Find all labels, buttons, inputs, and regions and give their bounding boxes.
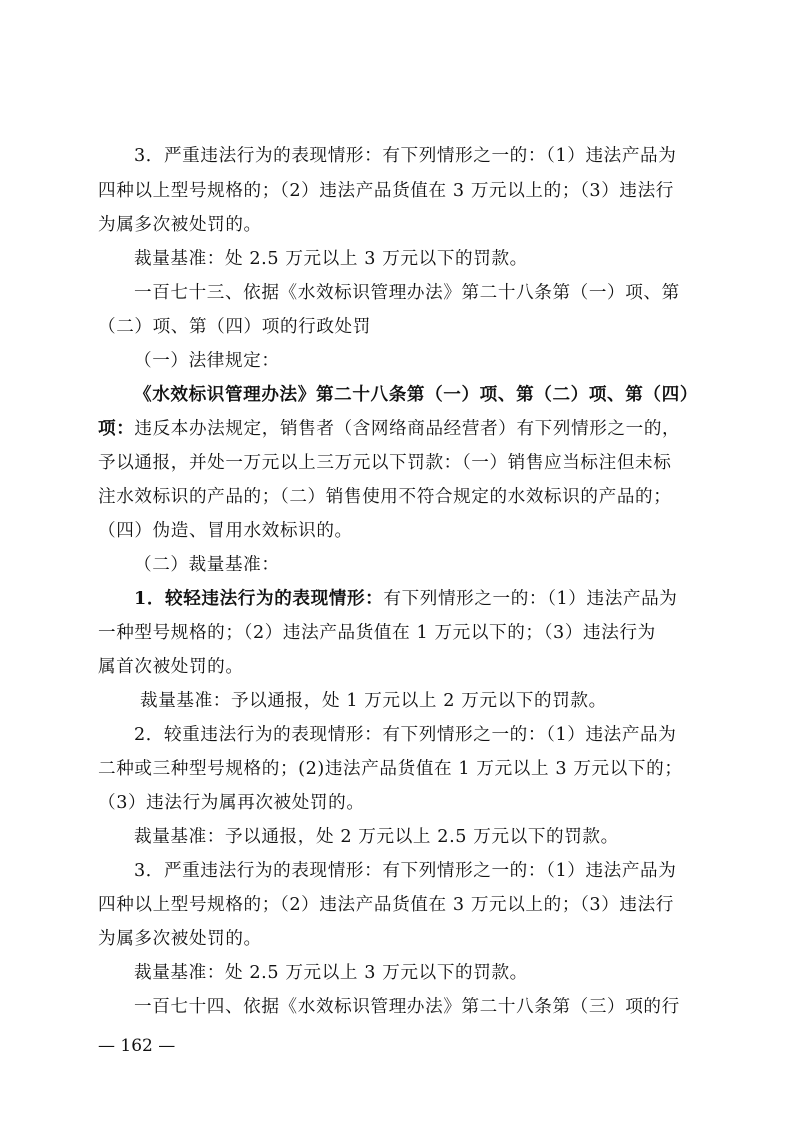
- paragraph-line: 二种或三种型号规格的；(2)违法产品货值在 1 万元以上 3 万元以下的；: [98, 759, 683, 779]
- paragraph-line: 裁量基准：予以通报，处 1 万元以上 2 万元以下的罚款。: [140, 691, 607, 711]
- section-heading: （二）裁量基准：: [134, 555, 280, 575]
- legal-citation-heading: 《水效标识管理办法》第二十八条第（一）项、第（二）项、第（四）: [134, 384, 699, 405]
- paragraph-line: 四种以上型号规格的；（2）违法产品货值在 3 万元以上的；（3）违法行: [98, 181, 674, 201]
- paragraph-text: 有下列情形之一的：（1）违法产品为: [383, 589, 678, 609]
- paragraph-line: 四种以上型号规格的；（2）违法产品货值在 3 万元以上的；（3）违法行: [98, 895, 674, 915]
- paragraph-line: 3．严重违法行为的表现情形：有下列情形之一的：（1）违法产品为: [134, 146, 677, 166]
- page-number: — 162 —: [98, 1036, 176, 1056]
- paragraph-line: 一种型号规格的；（2）违法产品货值在 1 万元以下的；（3）违法行为: [98, 623, 656, 643]
- bold-lead: 项：: [98, 418, 135, 439]
- paragraph-line: 裁量基准：予以通报，处 2 万元以上 2.5 万元以下的罚款。: [134, 827, 619, 847]
- paragraph-line: 一百七十三、依据《水效标识管理办法》第二十八条第（一）项、第: [134, 283, 680, 303]
- paragraph-line: （二）项、第（四）项的行政处罚: [98, 317, 371, 337]
- paragraph-text: 违反本办法规定，销售者（含网络商品经营者）有下列情形之一的，: [134, 419, 681, 439]
- paragraph-line: 注水效标识的产品的；（二）销售使用不符合规定的水效标识的产品的；: [98, 487, 672, 507]
- paragraph-line: 为属多次被处罚的。: [98, 215, 262, 235]
- section-heading: （一）法律规定：: [134, 351, 280, 371]
- paragraph-line: （四）伪造、冒用水效标识的。: [98, 521, 353, 541]
- paragraph-line: 一百七十四、依据《水效标识管理办法》第二十八条第（三）项的行: [134, 997, 680, 1017]
- paragraph-line: 3．严重违法行为的表现情形：有下列情形之一的：（1）违法产品为: [134, 861, 677, 881]
- paragraph-line: 为属多次被处罚的。: [98, 929, 262, 949]
- paragraph-line: 裁量基准：处 2.5 万元以上 3 万元以下的罚款。: [134, 963, 528, 983]
- paragraph-line: 2．较重违法行为的表现情形：有下列情形之一的：（1）违法产品为: [134, 725, 677, 745]
- paragraph-line: 予以通报，并处一万元以上三万元以下罚款：（一）销售应当标注但未标: [98, 453, 672, 473]
- paragraph-line: 裁量基准：处 2.5 万元以上 3 万元以下的罚款。: [134, 249, 528, 269]
- paragraph-line: 属首次被处罚的。: [98, 657, 244, 677]
- paragraph-line: [98, 418, 698, 440]
- paragraph-line: （3）违法行为属再次被处罚的。: [98, 793, 365, 813]
- paragraph-line: [134, 588, 698, 610]
- bold-lead: 1．较轻违法行为的表现情形：: [134, 588, 384, 609]
